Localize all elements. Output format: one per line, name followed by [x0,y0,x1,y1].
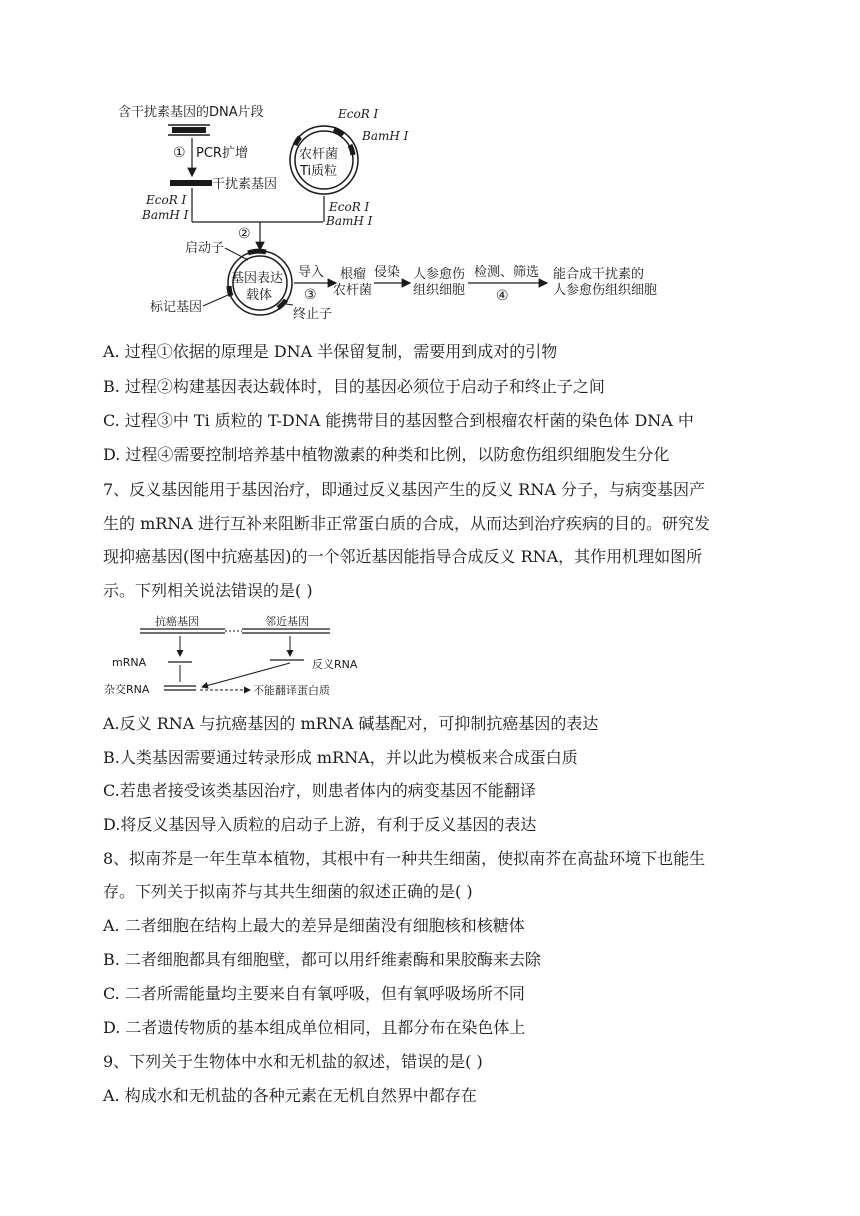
q8-stem-line-2: 存。下列关于拟南芥与其共生细菌的叙述正确的是( ) [103,882,473,901]
q7-option-b: B.人类基因需要通过转录形成 mRNA，并以此为模板来合成蛋白质 [103,748,578,767]
vector-label-1: 基因表达 [231,271,284,286]
ecori-right: EcoR I [329,200,370,214]
q6-option-c: C. 过程③中 Ti 质粒的 T-DNA 能携带目的基因整合到根瘤农杆菌的染色体 DNA 中 [103,411,694,430]
q7-option-c: C.若患者接受该类基因治疗，则患者体内的病变基因不能翻译 [103,781,536,800]
bamhi-top: BamH I [362,129,409,143]
q7-stem-line-3: 现抑癌基因(图中抗癌基因)的一个邻近基因能指导合成反义 RNA，其作用机理如图所 [103,547,703,566]
antisense-rna-label: 反义RNA [312,658,358,671]
q6-option-b: B. 过程②构建基因表达载体时，目的基因必须位于启动子和终止子之间 [103,377,605,396]
ginseng-cells-label-2: 组织细胞 [413,283,466,298]
bamhi-right: BamH I [326,214,373,228]
q7-stem-line-2: 生的 mRNA 进行互补来阻断非正常蛋白质的合成，从而达到治疗疾病的目的。研究发 [103,514,710,533]
dna-fragment-label: 含干扰素基因的DNA片段 [118,105,264,120]
q7-option-a: A.反义 RNA 与抗癌基因的 mRNA 碱基配对，可抑制抗癌基因的表达 [103,714,599,733]
q9-stem-line-1: 9、下列关于生物体中水和无机盐的叙述，错误的是( ) [103,1052,483,1071]
step4-number: ④ [496,288,509,304]
agrobacterium-label-1: 根瘤 [340,267,367,282]
q8-option-c: C. 二者所需能量均主要来自有氧呼吸，但有氧呼吸场所不同 [103,984,525,1003]
mrna-label: mRNA [112,656,147,669]
q9-option-a: A. 构成水和无机盐的各种元素在无机自然界中都存在 [103,1086,477,1105]
import-label: 导入 [298,265,325,280]
step3-number: ③ [304,287,317,303]
q7-stem-line-4: 示。下列相关说法错误的是( ) [103,581,313,600]
q7-stem-line-1: 7、反义基因能用于基因治疗，即通过反义基因产生的反义 RNA 分子，与病变基因产 [103,480,705,499]
bamhi-left: BamH I [142,208,189,222]
ecori-top: EcoR I [338,107,379,121]
anticancer-gene-label: 抗癌基因 [155,615,199,628]
ecori-left: EcoR I [146,193,187,207]
q8-stem-line-1: 8、拟南芥是一年生草本植物，其根中有一种共生细菌，使拟南芥在高盐环境下也能生 [103,849,706,868]
ti-plasmid-label-1: 农杆菌 [299,147,339,162]
gene-engineering-diagram [100,100,680,325]
q8-option-d: D. 二者遗传物质的基本组成单位相同，且都分布在染色体上 [103,1018,526,1037]
hybrid-rna-label: 杂交RNA [104,683,150,696]
vector-label-2: 载体 [246,288,273,303]
step1-pcr-label: PCR扩增 [196,146,248,161]
result-label-2: 人参愈伤组织细胞 [553,283,658,298]
agrobacterium-label-2: 农杆菌 [333,283,373,298]
q6-option-a: A. 过程①依据的原理是 DNA 半保留复制，需要用到成对的引物 [103,342,558,361]
q6-option-d: D. 过程④需要控制培养基中植物激素的种类和比例，以防愈伤组织细胞发生分化 [103,445,670,464]
terminator-label: 终止子 [293,307,333,322]
infect-label: 侵染 [374,265,401,280]
ginseng-cells-label-1: 人参愈伤 [413,267,466,282]
antisense-rna-diagram [100,610,370,700]
q8-option-b: B. 二者细胞都具有细胞壁，都可以用纤维素酶和果胶酶来去除 [103,950,541,969]
interferon-gene-label: 干扰素基因 [212,177,278,192]
ti-plasmid-label-2: Ti质粒 [300,164,338,179]
step2-number: ② [238,226,251,242]
result-label-1: 能合成干扰素的 [553,267,645,282]
neighbor-gene-label: 邻近基因 [265,615,309,628]
no-translation-label: 不能翻译蛋白质 [253,684,330,697]
marker-gene-label: 标记基因 [150,300,203,315]
q8-option-a: A. 二者细胞在结构上最大的差异是细菌没有细胞核和核糖体 [103,916,525,935]
q7-option-d: D.将反义基因导入质粒的启动子上游，有利于反义基因的表达 [103,815,537,834]
step1-number: ① [173,145,186,161]
promoter-label: 启动子 [185,241,225,256]
detect-screen-label: 检测、筛选 [474,265,540,280]
